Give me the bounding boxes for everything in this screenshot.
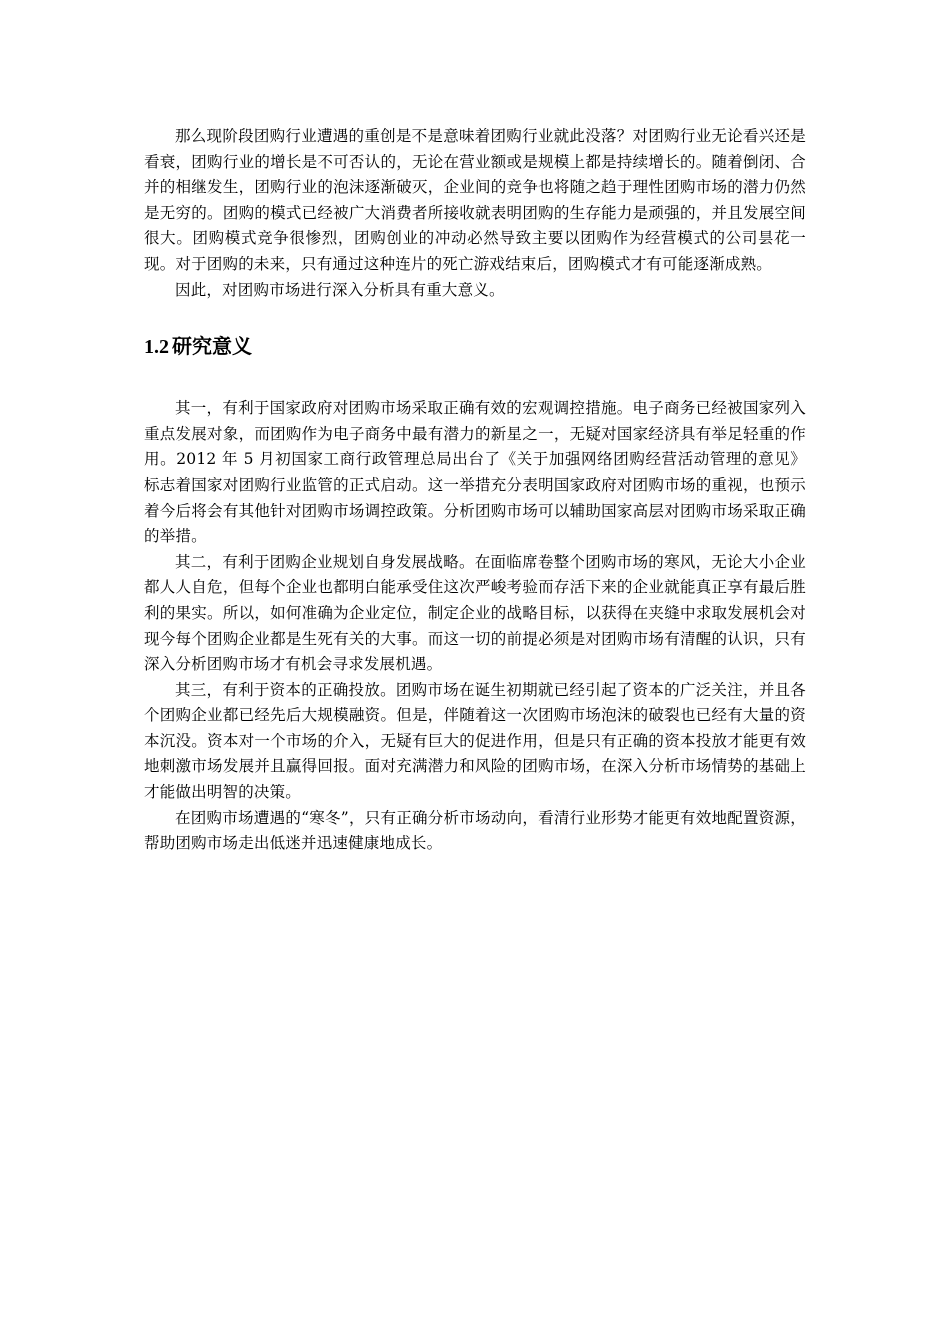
- section-paragraph-4: 在团购市场遭遇的“寒冬”，只有正确分析市场动向，看清行业形势才能更有效地配置资源，帮助团购市场走出低迷并迅速健康地成长。: [144, 808, 806, 853]
- page-content: [144, 124, 806, 857]
- section-heading: [144, 331, 806, 362]
- section-title: 研究意义: [172, 334, 252, 359]
- section-paragraph-3: 其三，有利于资本的正确投放。团购市场在诞生初期就已经引起了资本的广泛关注，并且各个团购企业都已经先后大规模融资。但是，伴随着这一次团购市场泡沫的破裂也已经有大量的资本沉没。资本对一个市场的介入，无疑有巨大的促进作用，但是只有正确的资本投放才能更有效地刺激市场发展并且赢得回报。面对充满潜力和风险的团购市场，在深入分析市场情势的基础上才能做出明智的决策。: [144, 680, 806, 802]
- section-number: 1.2: [144, 336, 169, 359]
- section-paragraph-2: 其二，有利于团购企业规划自身发展战略。在面临席卷整个团购市场的寒风，无论大小企业都人人自危，但每个企业也都明白能承受住这次严峻考验而存活下来的企业就能真正享有最后胜利的果实。所以，如何准确为企业定位，制定企业的战略目标，以获得在夹缝中求取发展机会对现今每个团购企业都是生死有关的大事。而这一切的前提必须是对团购市场有清醒的认识，只有深入分析团购市场才有机会寻求发展机遇。: [144, 552, 806, 674]
- intro-paragraph-2: 因此，对团购市场进行深入分析具有重大意义。: [175, 280, 505, 299]
- intro-paragraph-1: 那么现阶段团购行业遭遇的重创是不是意味着团购行业就此没落？对团购行业无论看兴还是看衰，团购行业的增长是不可否认的，无论在营业额或是规模上都是持续增长的。随着倒闭、合并的相继发生，团购行业的泡沫逐渐破灭，企业间的竞争也将随之趋于理性团购市场的潜力仍然是无穷的。团购的模式已经被广大消费者所接收就表明团购的生存能力是顽强的，并且发展空间很大。团购模式竞争很惨烈，团购创业的冲动必然导致主要以团购作为经营模式的公司昙花一现。对于团购的未来，只有通过这种连片的死亡游戏结束后，团购模式才有可能逐渐成熟。: [144, 127, 806, 273]
- section-paragraph-1: 其一，有利于国家政府对团购市场采取正确有效的宏观调控措施。电子商务已经被国家列入重点发展对象，而团购作为电子商务中最有潜力的新星之一，无疑对国家经济具有举足轻重的作用。2012 年 5 月初国家工商行政管理总局出台了《关于加强网络团购经营活动管理的意见》标志着国家对团购行业监管的正式启动。这一举措充分表明国家政府对团购市场的重视，也预示着今后将会有其他针对团购市场调控政策。分析团购市场可以辅助国家高层对团购市场采取正确的举措。: [144, 399, 806, 546]
- section-body: [144, 396, 806, 857]
